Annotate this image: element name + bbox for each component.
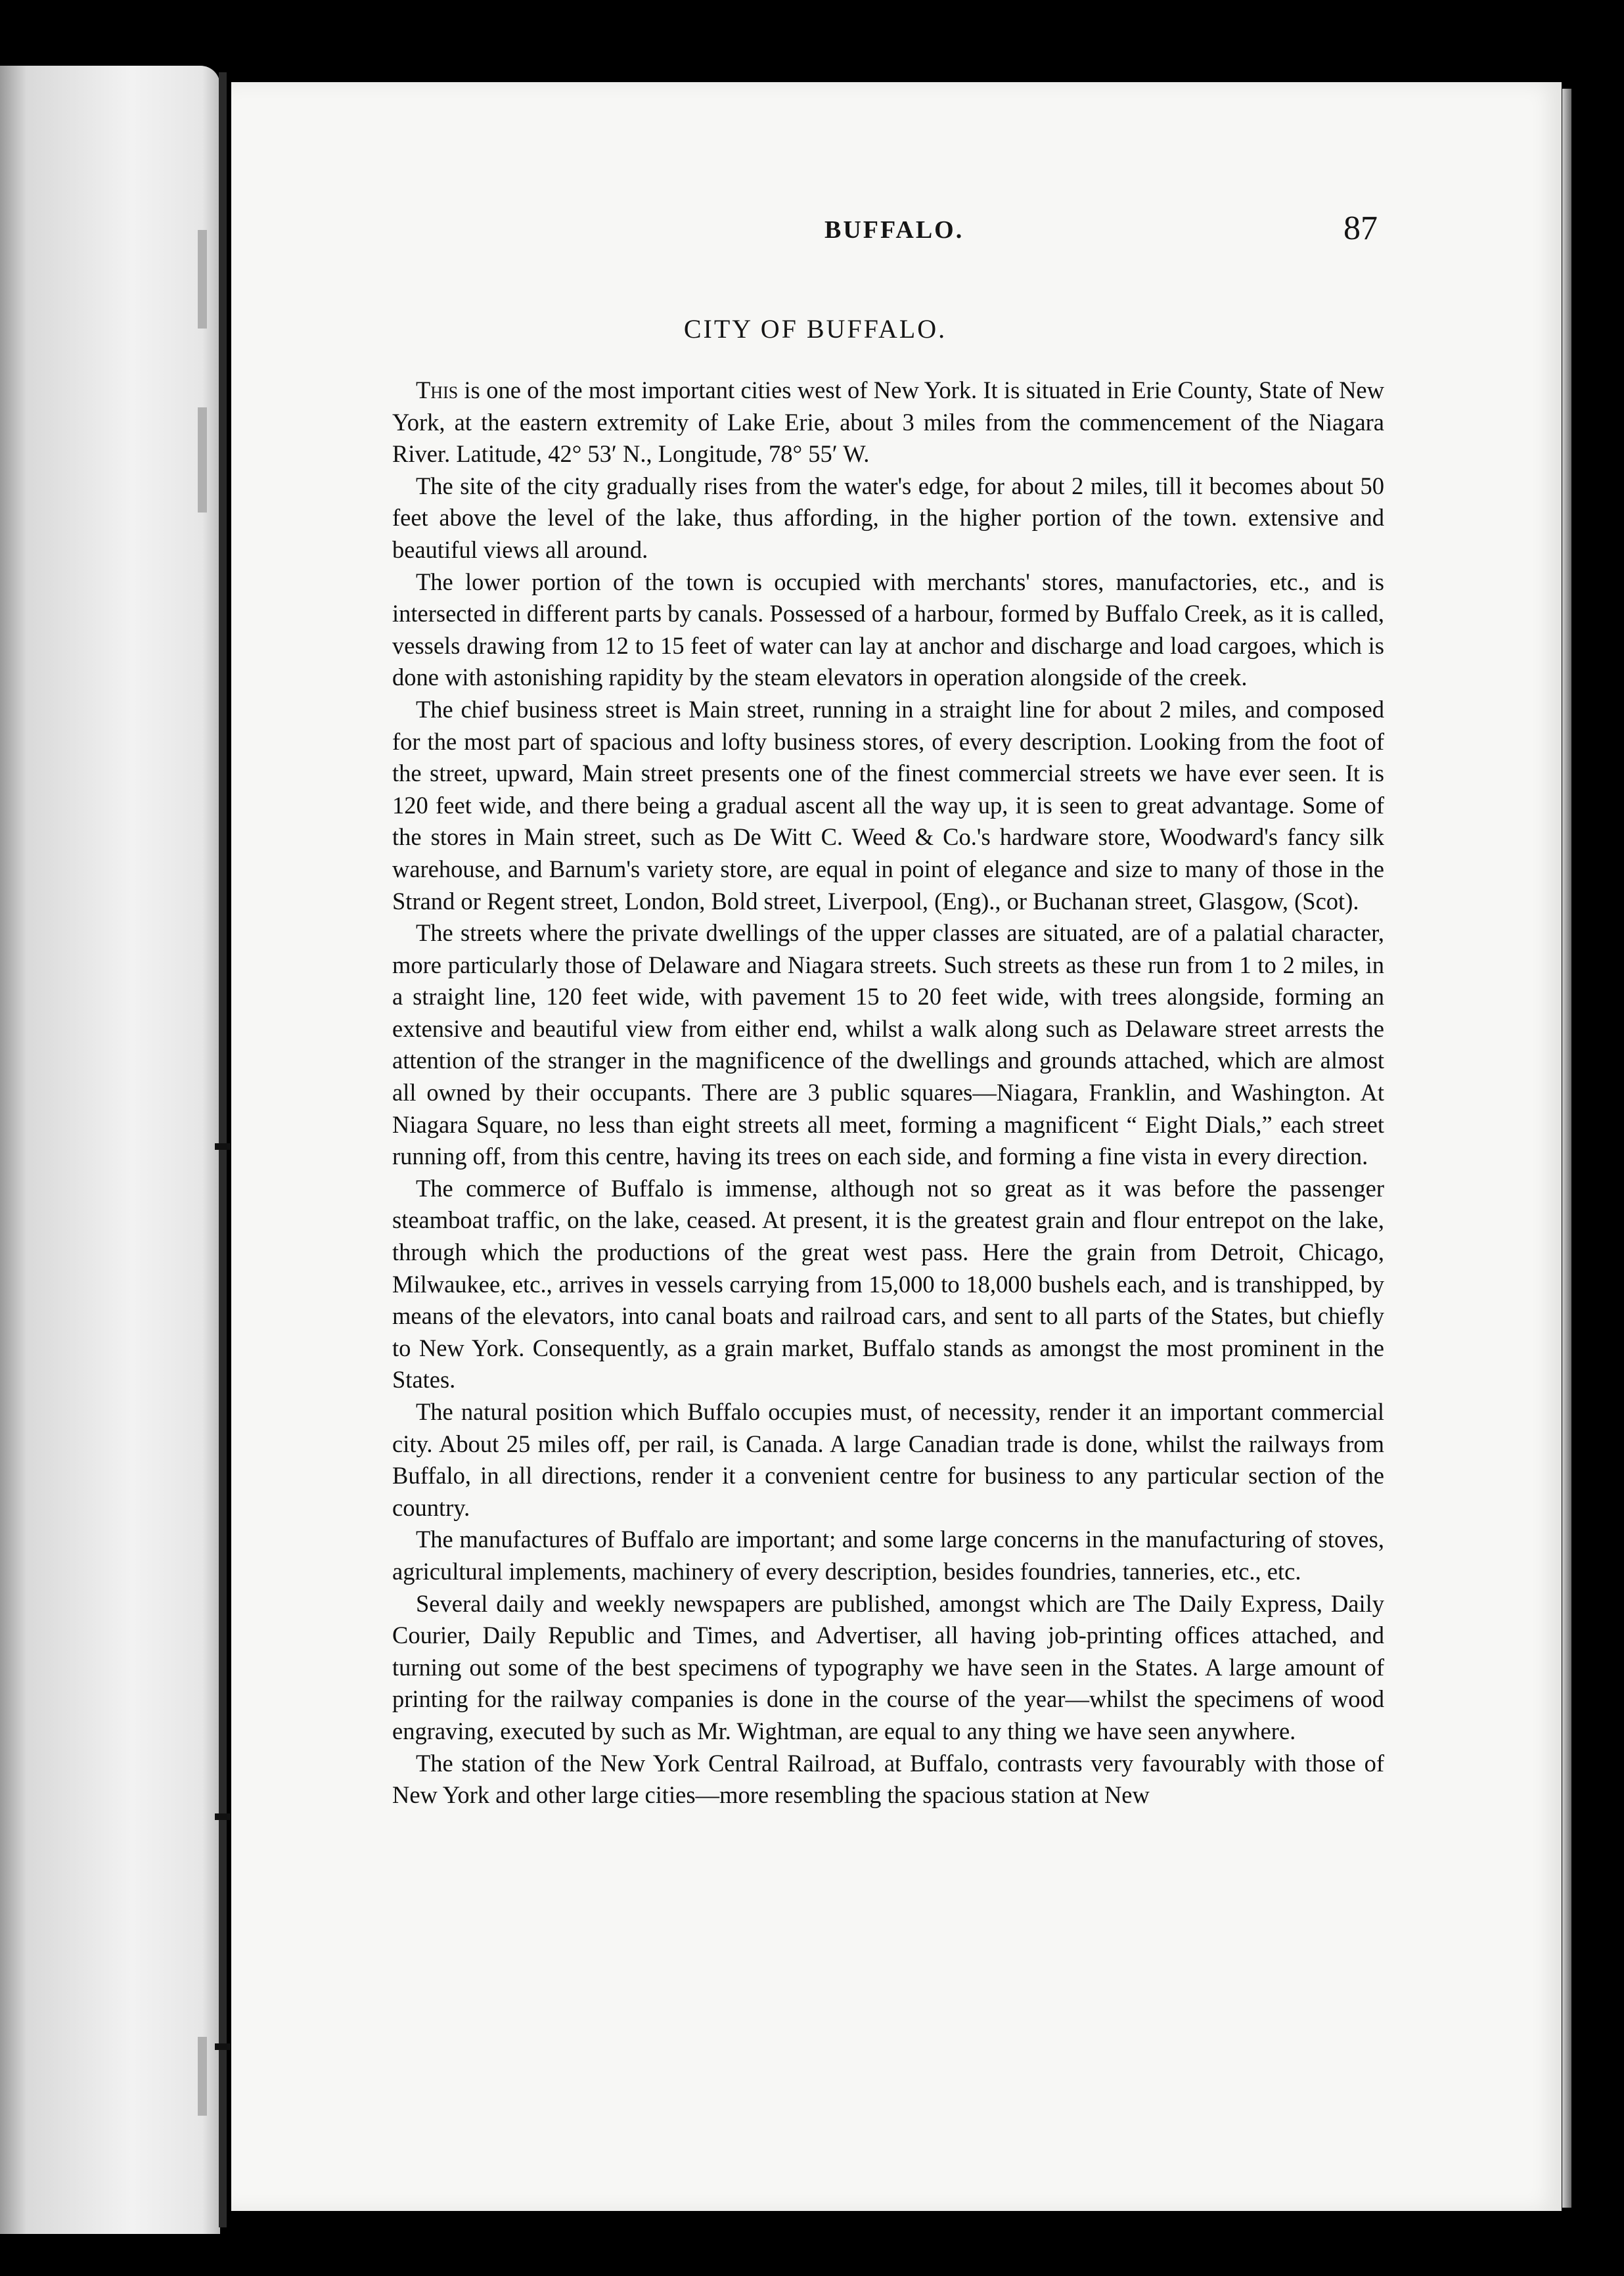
paragraph bbox=[392, 375, 1384, 470]
paragraph: The commerce of Buffalo is immense, although not so great as it was before the passenger steamboat traffic, on the lake, ceased. At present, it is the greatest grain and flour entrepot on the lake, through which the productions of the great west pass. Here the grain from Detroit, Chicago, Milwaukee, etc., arrives in vessels carrying from 15,000 to 18,000 bushels each, and is transhipped, by means of the elevators, into canal boats and railroad cars, and sent to all parts of the States, but chiefly to New York. Consequently, as a grain market, Buffalo stands as amongst the most prominent in the States. bbox=[392, 1174, 1384, 1394]
gutter-thread-mark bbox=[215, 2043, 231, 2050]
article-title: CITY OF BUFFALO. bbox=[683, 314, 947, 344]
paragraph: The station of the New York Central Railroad, at Buffalo, contrasts very favourably with those of New York and other large cities—more resembling the spacious station at New bbox=[392, 1749, 1384, 1809]
page-edge bbox=[1562, 89, 1571, 2208]
page-number: 87 bbox=[1343, 210, 1378, 247]
paragraph: The lower portion of the town is occupied with merchants' stores, manufactories, etc., and is intersected in different parts by canals. Possessed of a harbour, formed by Buffalo Creek, as it is called, vessels drawing from 12 to 15 feet of water can lay at anchor and discharge and load cargoes, which is done with astonishing rapidity by the steam elevators in operation alongside of the creek. bbox=[392, 568, 1384, 691]
paragraph-text: is one of the most important cities west of New York. It is situated in Erie County, State of New York, at the eastern extremity of Lake Erie, about 3 miles from the commencement of the Niagara River. Latitude, 42° 53′ N., Longitude, 78° 55′ W. bbox=[392, 376, 1384, 468]
article-body bbox=[392, 375, 1384, 1811]
opening-word: This bbox=[416, 376, 459, 403]
gutter-thread-mark bbox=[215, 1813, 231, 1820]
paragraph: The site of the city gradually rises from the water's edge, for about 2 miles, till it becomes about 50 feet above the level of the lake, thus affording, in the higher portion of the town. extensive and beautiful views all around. bbox=[392, 472, 1384, 563]
facing-page bbox=[0, 66, 220, 2234]
paragraph: The natural position which Buffalo occupies must, of necessity, render it an important commercial city. About 25 miles off, per rail, is Canada. A large Canadian trade is done, whilst the railways from Buffalo, in all directions, render it a convenient centre for business to any particular section of the country. bbox=[392, 1398, 1384, 1521]
facing-page-bleed-mark bbox=[198, 2037, 207, 2116]
paragraph: The streets where the private dwellings of the upper classes are situated, are of a palatial character, more particularly those of Delaware and Niagara streets. Such streets as these run from 1 to 2 miles, in a straight line, 120 feet wide, with pavement 15 to 20 feet wide, with trees alongside, forming an extensive and beautiful view from either end, whilst a walk along such as Delaware street arrests the attention of the stranger in the magnificence of the dwellings and grounds attached, which are almost all owned by their occupants. There are 3 public squares—Niagara, Franklin, and Washington. At Niagara Square, no less than eight streets all meet, forming a magnificent “ Eight Dials,” each street running off, from this centre, having its trees on each side, and forming a fine vista in every direction. bbox=[392, 919, 1384, 1170]
running-header: BUFFALO. bbox=[824, 216, 964, 244]
gutter-thread-mark bbox=[215, 1143, 231, 1150]
book-gutter bbox=[219, 72, 227, 2227]
paragraph: Several daily and weekly newspapers are published, amongst which are The Daily Express, Daily Courier, Daily Republic and Times, and Advertiser, all having job-printing offices attached, and turning out some of the best specimens of typography we have seen in the States. A large amount of printing for the railway companies is done in the course of the year—whilst the specimens of wood engraving, executed by such as Mr. Wightman, are equal to any thing we have seen anywhere. bbox=[392, 1589, 1384, 1744]
facing-page-bleed-mark bbox=[198, 407, 207, 512]
paragraph: The manufactures of Buffalo are important; and some large concerns in the manufacturing of stoves, agricultural implements, machinery of every description, besides foundries, tanneries, etc., etc. bbox=[392, 1526, 1384, 1585]
paragraph: The chief business street is Main street, running in a straight line for about 2 miles, and composed for the most part of spacious and lofty business stores, of every description. Looking from the foot of the street, upward, Main street presents one of the finest commercial streets we have ever seen. It is 120 feet wide, and there being a gradual ascent all the way up, it is seen to great advantage. Some of the stores in Main street, such as De Witt C. Weed & Co.'s hardware store, Woodward's fancy silk warehouse, and Barnum's variety store, are equal in point of elegance and size to many of those in the Strand or Regent street, London, Bold street, Liverpool, (Eng)., or Buchanan street, Glasgow, (Scot). bbox=[392, 695, 1384, 915]
